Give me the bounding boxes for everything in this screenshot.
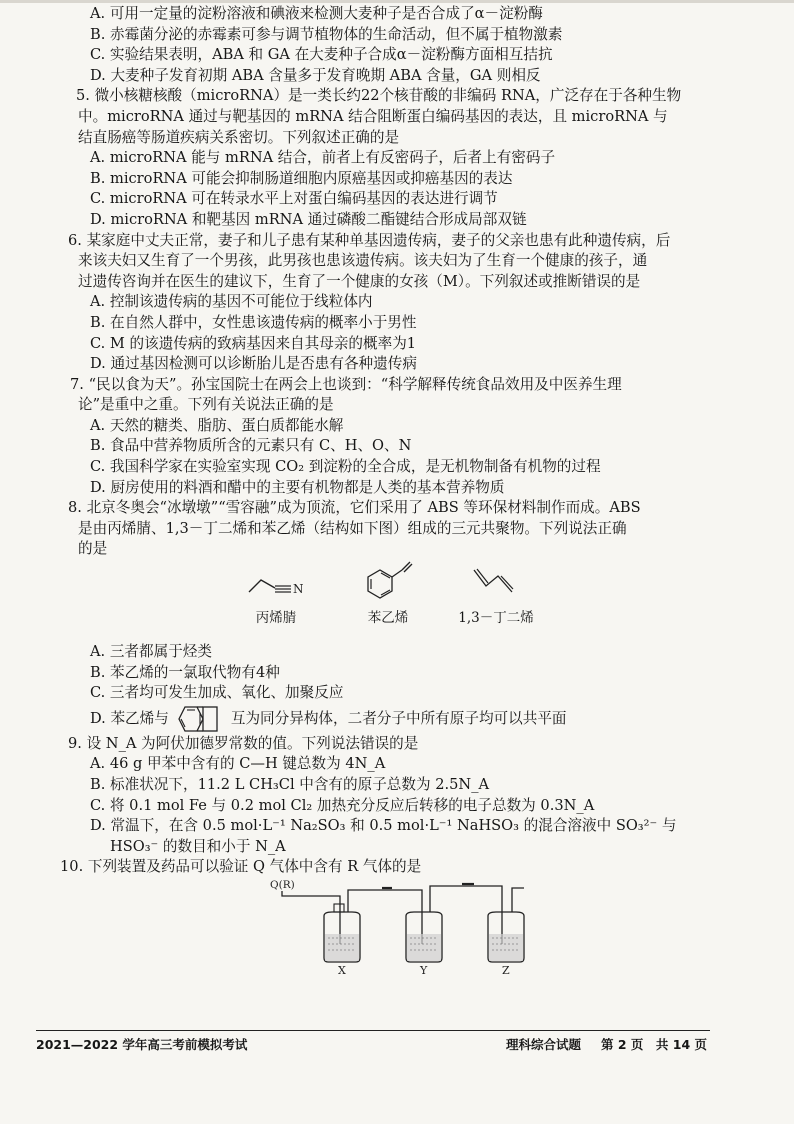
q5-option-d: D. microRNA 和靶基因 mRNA 通过磷酸二酯键结合形成局部双链: [90, 210, 527, 228]
q4-option-a: A. 可用一定量的淀粉溶液和碘液来检测大麦种子是否合成了α－淀粉酶: [90, 5, 543, 22]
q5-stem-line-1: 5. 微小核糖核酸（microRNA）是一类长约22个核苷酸的非编码 RNA，广泛存在于各种生物: [76, 87, 682, 105]
q6-option-b: B. 在自然人群中，女性患该遗传病的概率小于男性: [90, 313, 417, 331]
fused-ring-structure-icon: [171, 705, 229, 733]
bottle-x-label: X: [338, 963, 346, 974]
q8-stem-line-3: 的是: [78, 540, 108, 558]
acrylonitrile-formula-icon: [241, 566, 311, 598]
q8-option-c: C. 三者均可发生加成、氧化、加聚反应: [90, 684, 344, 702]
butadiene-label: 1,3－丁二烯: [458, 610, 534, 627]
q6-stem-line-2: 来该夫妇又生育了一个男孩，此男孩也患该遗传病。该夫妇为了生育一个健康的孩子，通: [78, 252, 648, 270]
q6-option-d: D. 通过基因检测可以诊断胎儿是否患有各种遗传病: [90, 355, 417, 373]
q7-option-d: D. 厨房使用的料酒和醋中的主要有机物都是人类的基本营养物质: [90, 478, 505, 496]
inlet-label: Q(R): [270, 878, 295, 891]
nitrogen-atom-label: N: [293, 582, 304, 597]
q10-apparatus: [76, 878, 726, 974]
acrylonitrile-structure: [236, 566, 316, 629]
q6-option-a: A. 控制该遗传病的基因不可能位于线粒体内: [90, 293, 373, 311]
styrene-structure: [348, 560, 428, 629]
q5-option-b: B. microRNA 可能会抑制肠道细胞内原癌基因或抑癌基因的表达: [90, 169, 513, 187]
q8-structures: [76, 560, 726, 642]
gas-washing-apparatus-icon: [262, 878, 622, 974]
page-content: [60, 4, 726, 974]
q9-option-a: A. 46 g 甲苯中含有的 C—H 键总数为 4N_A: [90, 755, 386, 773]
bottle-y-label: Y: [420, 963, 428, 974]
q8-stem-line-2: 是由丙烯腈、1,3－丁二烯和苯乙烯（结构如下图）组成的三元共聚物。下列说法正确: [78, 519, 627, 537]
q5-option-a: A. microRNA 能与 mRNA 结合，前者上有反密码子，后者上有密码子: [90, 149, 556, 167]
q8-option-b: B. 苯乙烯的一氯取代物有4种: [90, 663, 280, 681]
q6-stem-line-1: 6. 某家庭中丈夫正常，妻子和儿子患有某种单基因遗传病，妻子的父亲也患有此种遗传病，后: [68, 231, 671, 249]
exam-title: 2021—2022 学年高三考前模拟考试: [36, 1037, 248, 1052]
q6-stem-line-3: 过遗传咨询并在医生的建议下，生育了一个健康的女孩（M）。下列叙述或推断错误的是: [78, 272, 641, 290]
q8-option-d-suffix: 互为同分异构体，二者分子中所有原子均可以共平面: [230, 709, 567, 727]
q9-option-b: B. 标准状况下，11.2 L CH₃Cl 中含有的原子总数为 2.5N_A: [90, 776, 490, 793]
styrene-formula-icon: [358, 560, 418, 602]
q8-stem-line-1: 8. 北京冬奥会“冰墩墩”“雪容融”成为顶流，它们采用了 ABS 等环保材料制作而成。ABS: [68, 499, 641, 517]
q5-stem-line-3: 结直肠癌等肠道疾病关系密切。下列叙述正确的是: [78, 128, 400, 146]
q9-stem: 9. 设 N_A 为阿伏加德罗常数的值。下列说法错误的是: [68, 734, 419, 752]
q7-option-c: C. 我国科学家在实验室实现 CO₂ 到淀粉的全合成，是无机物制备有机物的过程: [90, 458, 601, 476]
scan-edge: [0, 0, 794, 3]
q9-option-c: C. 将 0.1 mol Fe 与 0.2 mol Cl₂ 加热充分反应后转移的电子总数为 0.3N_A: [90, 796, 595, 814]
butadiene-structure: [446, 564, 546, 629]
q7-stem-line-1: 7. “民以食为天”。孙宝国院士在两会上也谈到：“科学解释传统食品效用及中医养生理: [70, 375, 622, 393]
q6-option-c: C. M 的该遗传病的致病基因来自其母亲的概率为1: [90, 334, 417, 352]
acrylonitrile-label: 丙烯腈: [255, 610, 297, 627]
q8-option-d-prefix: D. 苯乙烯与: [90, 709, 169, 727]
page-number: 第 2 页 共 14 页: [601, 1037, 707, 1052]
q5-stem-line-2: 中。microRNA 通过与靶基因的 mRNA 结合阻断蛋白编码基因的表达，且 microRNA 与: [78, 107, 668, 125]
q4-option-b: B. 赤霉菌分泌的赤霉素可参与调节植物体的生命活动，但不属于植物激素: [90, 25, 563, 43]
q9-option-d-line-2: HSO₃⁻ 的数目和小于 N_A: [110, 837, 286, 855]
bottle-z-label: Z: [502, 963, 510, 974]
page-footer: [36, 1030, 710, 1052]
q7-stem-line-2: 论”是重中之重。下列有关说法正确的是: [78, 396, 334, 414]
q5-option-c: C. microRNA 可在转录水平上对蛋白编码基因的表达进行调节: [90, 190, 498, 208]
butadiene-formula-icon: [466, 564, 526, 598]
q8-option-d: [76, 704, 726, 734]
styrene-label: 苯乙烯: [367, 610, 409, 627]
q8-option-a: A. 三者都属于烃类: [90, 643, 212, 661]
subject-title: 理科综合试题: [506, 1037, 582, 1052]
q4-option-d: D. 大麦种子发育初期 ABA 含量多于发育晚期 ABA 含量，GA 则相反: [90, 66, 541, 84]
q7-option-b: B. 食品中营养物质所含的元素只有 C、H、O、N: [90, 437, 412, 455]
q10-stem: 10. 下列装置及药品可以验证 Q 气体中含有 R 气体的是: [60, 858, 422, 876]
q4-option-c: C. 实验结果表明，ABA 和 GA 在大麦种子合成α－淀粉酶方面相互拮抗: [90, 46, 553, 64]
q7-option-a: A. 天然的糖类、脂肪、蛋白质都能水解: [90, 416, 344, 434]
q9-option-d-line-1: D. 常温下，在含 0.5 mol·L⁻¹ Na₂SO₃ 和 0.5 mol·L⁻¹ NaHSO₃ 的混合溶液中 SO₃²⁻ 与: [90, 817, 677, 835]
